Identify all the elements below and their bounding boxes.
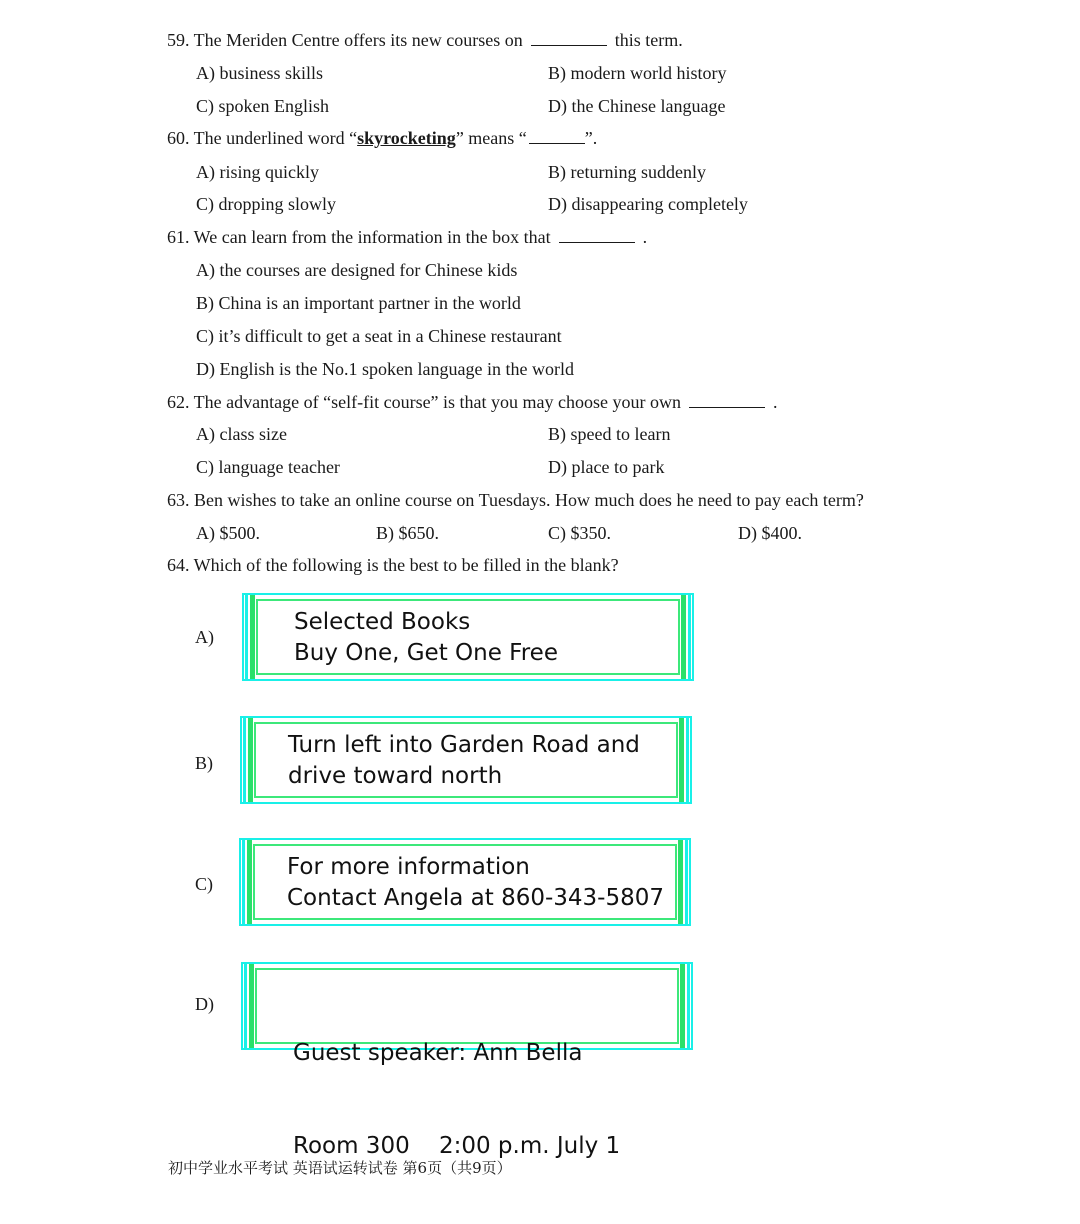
answer-blank [559,227,635,243]
question-62-stem [167,390,778,414]
answer-blank [689,392,765,408]
sign-left-bar [245,595,255,679]
q59-option-c: C) spoken English [196,96,329,116]
q64-option-c-sign [239,838,691,926]
answer-blank [529,128,585,144]
sign-line-1: For more information [287,854,530,880]
q62-option-b: B) speed to learn [548,424,671,444]
sign-line-2: Buy One, Get One Free [294,640,558,666]
q63-option-c: C) $350. [548,523,611,543]
question-59-stem [167,28,683,52]
page-footer: 初中学业水平考试 英语试运转试卷 第6页（共9页） [168,1159,512,1177]
sign-right-bar [680,964,690,1048]
q64-option-b-label: B) [195,753,213,773]
stem-text-end: ”. [584,128,598,148]
stem-text: 59. The Meriden Centre offers its new courses on [167,30,523,50]
q61-option-d: D) English is the No.1 spoken language in the world [196,359,574,379]
stem-text-end: . [642,227,648,247]
q64-option-a-sign [242,593,694,681]
sign-text [287,852,665,914]
q60-option-b: B) returning suddenly [548,162,706,182]
q62-option-c: C) language teacher [196,457,340,477]
stem-text-end: . [773,392,778,412]
q62-option-d: D) place to park [548,457,665,477]
q59-option-a: A) business skills [196,63,324,83]
q62-option-a: A) class size [196,424,287,444]
q63-option-b: B) $650. [376,523,439,543]
sign-line-1: Turn left into Garden Road and [288,732,640,758]
q59-option-b: B) modern world history [548,63,727,83]
q60-option-d: D) disappearing completely [548,194,748,214]
stem-text-mid: ” means “ [455,128,527,148]
question-61-stem [167,225,647,249]
sign-right-bar [679,718,689,802]
sign-line-2: Contact Angela at 860-343-5807 [287,885,665,911]
stem-text: 61. We can learn from the information in the box that [167,227,551,247]
q61-option-b: B) China is an important partner in the world [196,293,521,313]
q63-option-d: D) $400. [738,523,802,543]
sign-line-1: Selected Books [294,609,471,635]
stem-text: 60. The underlined word “ [167,128,358,148]
sign-left-bar [242,840,252,924]
sign-line-2: drive toward north [288,763,503,789]
q64-option-b-sign [240,716,692,804]
answer-blank [531,30,607,46]
q64-option-c-label: C) [195,874,213,894]
q61-option-a: A) the courses are designed for Chinese kids [196,260,518,280]
sign-left-bar [244,964,254,1048]
q63-option-a: A) $500. [196,523,260,543]
q60-option-c: C) dropping slowly [196,194,337,214]
question-60-stem [167,126,597,150]
sign-line-2: Room 300 2:00 p.m. July 1 [293,1133,621,1159]
sign-text [293,976,653,1224]
sign-text [288,730,666,792]
q60-option-a: A) rising quickly [196,162,319,182]
underlined-word: skyrocketing [357,128,456,148]
sign-right-bar [678,840,688,924]
sign-line-1: Guest speaker: Ann Bella [293,1040,583,1066]
q64-option-d-label: D) [195,994,214,1014]
q64-option-a-label: A) [195,627,214,647]
stem-text-end: this term. [614,30,683,50]
sign-right-bar [681,595,691,679]
question-63-stem: 63. Ben wishes to take an online course on Tuesdays. How much does he need to pay each term? [167,490,864,510]
sign-left-bar [243,718,253,802]
q64-option-d-sign [241,962,693,1159]
q59-option-d: D) the Chinese language [548,96,726,116]
sign-text [294,607,654,669]
stem-text: 62. The advantage of “self-fit course” is that you may choose your own [167,392,682,412]
question-64-stem: 64. Which of the following is the best to be filled in the blank? [167,555,619,575]
q61-option-c: C) it’s difficult to get a seat in a Chinese restaurant [196,326,562,346]
